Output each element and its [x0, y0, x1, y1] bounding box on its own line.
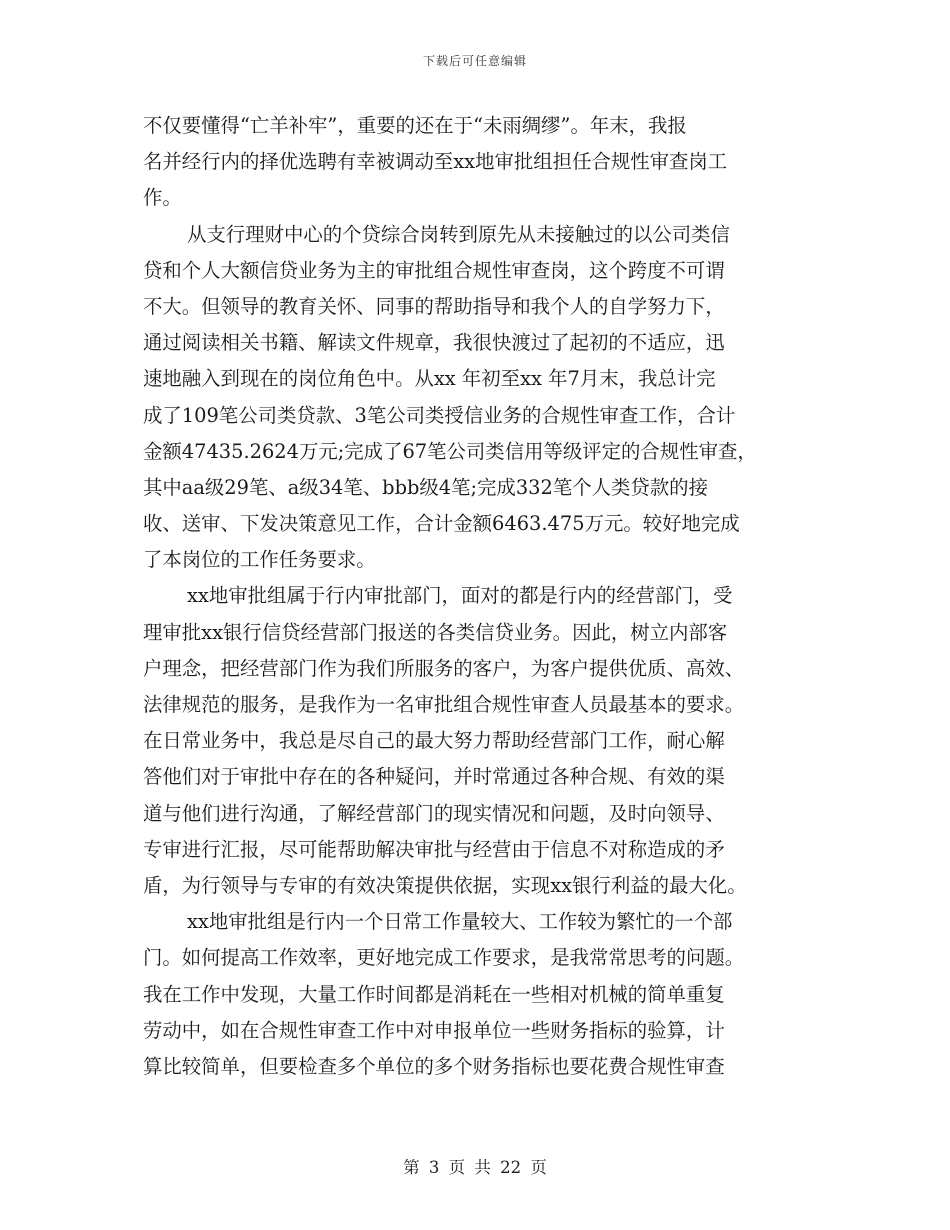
footer-total-suffix: 页: [530, 1158, 547, 1177]
text-line: 贷和个人大额信贷业务为主的审批组合规性审查岗，这个跨度不可谓: [143, 258, 725, 282]
page-footer: [0, 1154, 950, 1178]
footer-page-mid: 页: [448, 1158, 466, 1177]
text-line: 在日常业务中，我总是尽自己的最大努力帮助经营部门工作，耐心解: [143, 729, 725, 753]
text-line: 收、送审、下发决策意见工作，合计金额6463.475万元。较好地完成: [143, 512, 740, 536]
text-line: 我在工作中发现，大量工作时间都是消耗在一些相对机械的简单重复: [143, 982, 725, 1006]
text-line: 劳动中，如在合规性审查工作中对申报单位一些财务指标的验算，计: [143, 1018, 725, 1042]
paragraph-first-line: xx地审批组属于行内审批部门，面对的都是行内的经营部门，受: [187, 584, 733, 608]
text-line: 法律规范的服务，是我作为一名审批组合规性审查人员最基本的要求。: [143, 693, 745, 716]
text-line: 算比较简单，但要检查多个单位的多个财务指标也要花费合规性审查: [143, 1054, 725, 1078]
text-line: 不仅要懂得“亡羊补牢”，重要的还在于“未雨绸缪”。年末，我报: [143, 114, 687, 137]
text-line: 户理念，把经营部门作为我们所服务的客户，为客户提供优质、高效、: [143, 656, 745, 680]
text-line: 了本岗位的工作任务要求。: [143, 548, 376, 572]
footer-total-prefix: 共: [474, 1158, 491, 1177]
paragraph-first-line: 从支行理财中心的个贷综合岗转到原先从未接触过的以公司类信: [187, 222, 730, 246]
footer-page-number: 3: [428, 1158, 440, 1177]
text-line: 速地融入到现在的岗位角色中。从xx 年初至xx 年7月末，我总计完: [143, 367, 716, 391]
text-line: 盾，为行领导与专审的有效决策提供依据，实现xx银行利益的最大化。: [143, 873, 747, 897]
text-line: 其中aa级29笔、a级34笔、bbb级4笔;完成332笔个人类贷款的接: [143, 475, 708, 499]
text-line: 答他们对于审批中存在的各种疑问，并时常通过各种合规、有效的渠: [143, 765, 725, 789]
text-line: 不大。但领导的教育关怀、同事的帮助指导和我个人的自学努力下，: [143, 294, 725, 318]
text-line: 名并经行内的择优选聘有幸被调动至xx地审批组担任合规性审查岗工: [143, 150, 728, 174]
text-line: 道与他们进行沟通，了解经营部门的现实情况和问题，及时向领导、: [143, 801, 725, 825]
text-line: 门。如何提高工作效率，更好地完成工作要求，是我常常思考的问题。: [143, 946, 745, 970]
paragraph-first-line: xx地审批组是行内一个日常工作量较大、工作较为繁忙的一个部: [187, 910, 733, 934]
footer-total-pages: 22: [500, 1158, 522, 1177]
text-line: 作。: [143, 186, 182, 210]
document-body: [143, 108, 811, 1085]
header-note: 下载后可任意编辑: [422, 54, 527, 68]
text-line: 理审批xx银行信贷经营部门报送的各类信贷业务。因此，树立内部客: [143, 620, 728, 644]
text-line: 金额47435.2624万元;完成了67笔公司类信用等级评定的合规性审查，: [143, 439, 757, 463]
text-line: 成了109笔公司类贷款、3笔公司类授信业务的合规性审查工作，合计: [143, 403, 736, 427]
text-line: 通过阅读相关书籍、解读文件规章，我很快渡过了起初的不适应，迅: [143, 331, 725, 355]
footer-page-prefix: 第: [403, 1158, 420, 1177]
text-line: 专审进行汇报，尽可能帮助解决审批与经营由于信息不对称造成的矛: [143, 837, 725, 861]
page-header: [0, 52, 950, 69]
